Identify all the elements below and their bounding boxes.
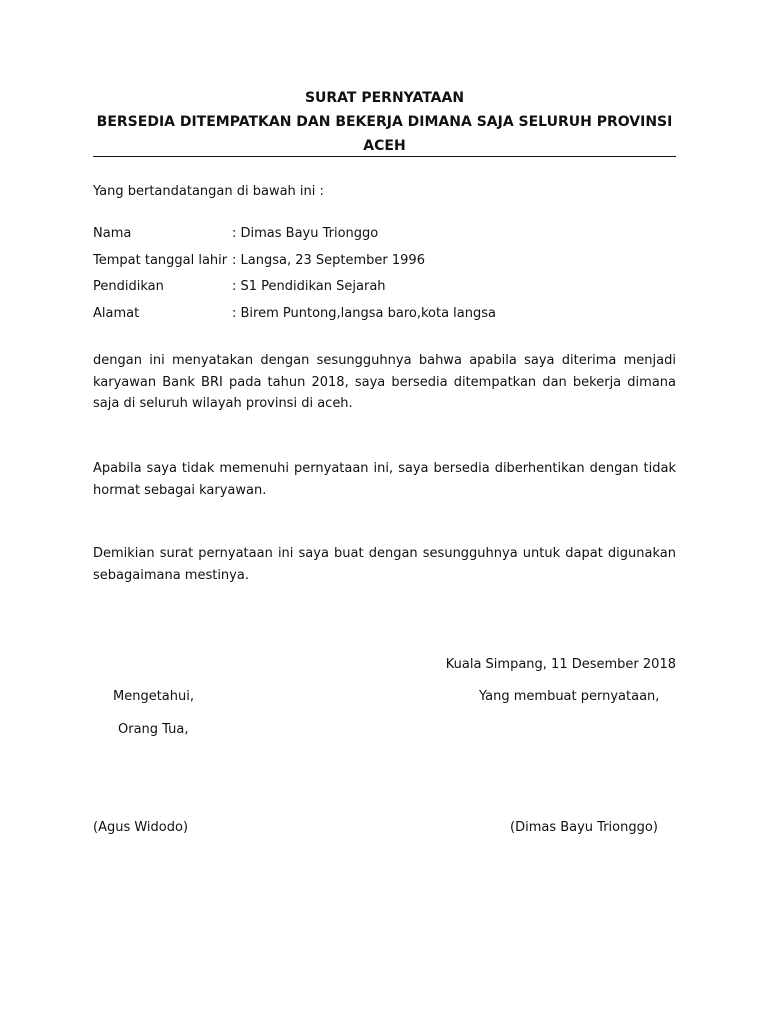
title-divider [93,156,676,157]
maker-signature-name: (Dimas Bayu Trionggo) [510,820,658,835]
letter-subtitle-line1: BERSEDIA DITEMPATKAN DAN BEKERJA DIMANA SAJA SELURUH PROVINSI [96,114,673,130]
identity-value: : Langsa, 23 September 1996 [232,253,425,268]
identity-label: Alamat [93,306,140,321]
identity-value: : S1 Pendidikan Sejarah [232,279,386,294]
letter-title: SURAT PERNYATAAN [304,90,465,106]
letter-subtitle-line2: ACEH [363,138,406,154]
identity-label: Pendidikan [93,279,164,294]
closing-paragraph: Demikian surat pernyataan ini saya buat dengan sesungguhnya untuk dapat digunakan sebagaimana mestinya. [93,546,676,583]
intro-text: Yang bertandatangan di bawah ini : [93,184,324,199]
parent-label: Orang Tua, [118,722,189,737]
parent-signature-name: (Agus Widodo) [93,820,189,835]
acknowledged-label: Mengetahui, [113,689,194,704]
consequence-paragraph: Apabila saya tidak memenuhi pernyataan ini, saya bersedia diberhentikan dengan tidak hormat sebagai karyawan. [93,461,676,498]
identity-label: Tempat tanggal lahir [93,253,228,268]
identity-label: Nama [93,226,132,241]
maker-label: Yang membuat pernyataan, [479,689,660,704]
identity-row-education [93,279,676,297]
identity-row-address [93,306,676,324]
identity-row-name [93,226,676,244]
place-and-date: Kuala Simpang, 11 Desember 2018 [445,657,676,672]
statement-paragraph: dengan ini menyatakan dengan sesungguhnya bahwa apabila saya diterima menjadi karyawan Bank BRI pada tahun 2018, saya bersedia ditempatkan dan bekerja dimana saja di seluruh wilayah provinsi di aceh. [93,353,676,411]
identity-row-birth [93,253,676,271]
identity-value: : Birem Puntong,langsa baro,kota langsa [232,306,496,321]
identity-value: : Dimas Bayu Trionggo [232,226,379,241]
